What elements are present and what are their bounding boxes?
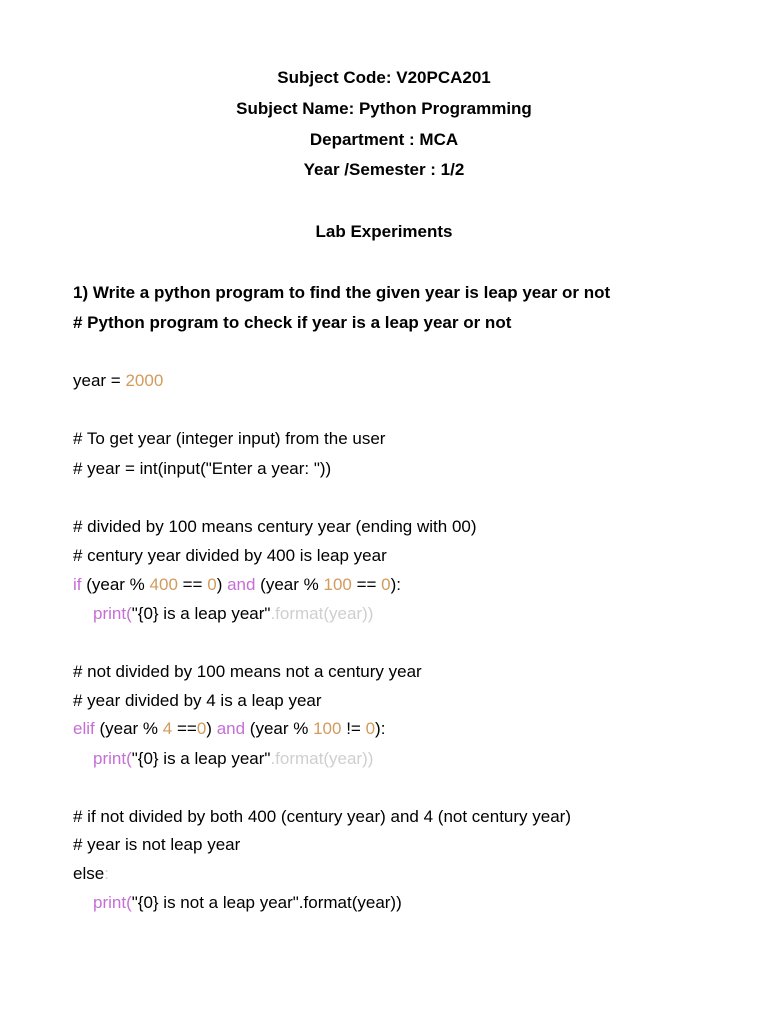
elif-and-keyword: and [216,719,246,738]
if-part-2: == [177,575,208,594]
heading-comment: # Python program to check if year is a leap year or not [73,313,512,332]
code-comment-8: # year is not leap year [73,835,241,854]
code-comment-7: # if not divided by both 400 (century year) and 4 (not century year) [73,807,571,826]
print-1-format: .format(year)) [270,604,374,623]
if-and-keyword: and [227,575,256,594]
code-if-line [73,574,401,596]
year-semester: Year /Semester : 1/2 [303,160,465,179]
question-line [73,282,610,304]
code-elif-line [73,718,385,740]
elif-part-4: (year % [245,719,314,738]
print-2-string: "{0} is a leap year" [131,749,271,768]
print-3-rest: "{0} is not a leap year".format(year)) [131,893,402,912]
code-print-3 [93,892,402,914]
if-number-2: 0 [207,575,217,594]
if-number-1: 400 [149,575,178,594]
elif-part-3: ) [206,719,217,738]
department: Department : MCA [309,130,459,149]
assign-value: 2000 [125,371,164,390]
if-number-3: 100 [323,575,352,594]
if-number-4: 0 [381,575,391,594]
code-comment-5: # not divided by 100 means not a century year [73,662,422,681]
elif-part-2: == [172,719,197,738]
code-assign-line [73,370,163,392]
code-comment-3: # divided by 100 means century year (ending with 00) [73,517,477,536]
elif-part-1: (year % [94,719,163,738]
if-part-4: (year % [255,575,324,594]
section-title: Lab Experiments [315,222,453,241]
print-3-keyword: print( [93,893,132,912]
print-2-keyword: print( [93,749,132,768]
elif-part-5: != [341,719,366,738]
if-part-6: ): [390,575,402,594]
question-number: 1) [73,283,89,302]
elif-number-2: 0 [196,719,207,738]
code-print-2 [93,748,373,770]
subject-name: Subject Name: Python Programming [236,99,532,118]
subject-code: Subject Code: V20PCA201 [277,68,491,87]
code-comment-4: # century year divided by 400 is leap year [73,546,387,565]
elif-number-3: 100 [313,719,342,738]
code-print-1 [93,603,373,625]
print-2-format: .format(year)) [270,749,374,768]
if-part-1: (year % [81,575,150,594]
code-else-line [73,863,109,885]
code-comment-1: # To get year (integer input) from the user [73,429,386,448]
if-part-5: == [351,575,382,594]
print-1-string: "{0} is a leap year" [131,604,271,623]
elif-number-4: 0 [365,719,376,738]
question-text: Write a python program to find the given year is leap year or not [92,283,611,302]
elif-number-1: 4 [162,719,173,738]
else-colon: : [104,864,109,883]
if-part-3: ) [216,575,228,594]
print-1-keyword: print( [93,604,132,623]
code-comment-6: # year divided by 4 is a leap year [73,691,322,710]
assign-var: year = [73,371,126,390]
elif-part-6: ): [375,719,386,738]
if-keyword: if [73,575,82,594]
code-comment-2: # year = int(input("Enter a year: ")) [73,459,332,478]
elif-keyword: elif [73,719,95,738]
else-keyword: else [73,864,105,883]
